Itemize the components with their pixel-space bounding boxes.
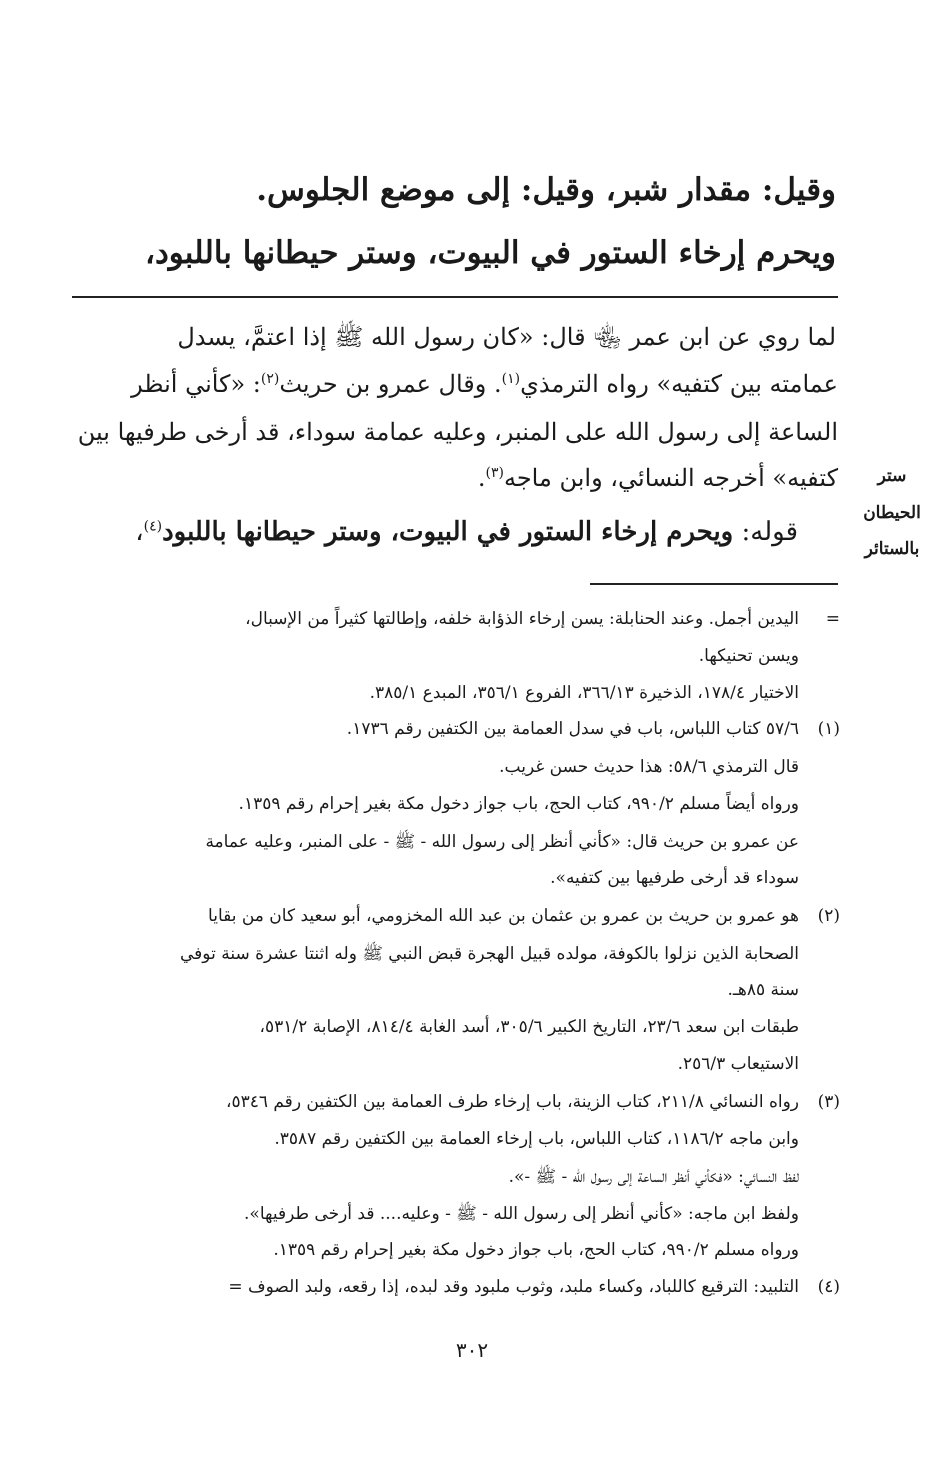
footnote-1-line-2: قال الترمذي ٥٨/٦: هذا حديث حسن غريب. xyxy=(499,757,799,777)
footnote-3-line-4: ولفظ ابن ماجه: «كأني أنظر إلى رسول الله - ﷺ - وعليه.... قد أرخى طرفيها». xyxy=(244,1204,799,1224)
sharh-line-4-a: كتفيه» أخرجه النسائي، وابن ماجه xyxy=(503,464,838,492)
footnote-2-number: (٢) xyxy=(817,906,840,926)
footnote-1-line-5: سوداء قد أرخى طرفيها بين كتفيه». xyxy=(550,868,799,888)
sharh-line-4-b: . xyxy=(477,464,486,492)
footnote-3-line-3: لفظ النسائي: «فكأني أنظر الساعة إلى رسول الله - ﷺ -». xyxy=(508,1167,799,1187)
matn-line-2: ويحرم إرخاء الستور في البيوت، وستر حيطانها باللبود، xyxy=(144,235,836,271)
footnote-ref-2[interactable]: (٢) xyxy=(260,371,280,387)
footnote-1-line-4: عن عمرو بن حريث قال: «كأني أنظر إلى رسول الله - ﷺ - على المنبر، وعليه عمامة xyxy=(205,832,799,852)
sharh-line-2-a: عمامته بين كتفيه» رواه الترمذي xyxy=(520,370,838,398)
footnote-3-number: (٣) xyxy=(817,1092,840,1112)
footnote-2-line-1: هو عمرو بن حريث بن عمرو بن عثمان بن عبد الله المخزومي، أبو سعيد كان من بقايا xyxy=(208,906,799,926)
footnote-3-line-1: رواه النسائي ٢١١/٨، كتاب الزينة، باب إرخاء طرف العمامة بين الكتفين رقم ٥٣٤٦، xyxy=(225,1092,799,1112)
sharh-line-2 xyxy=(131,370,838,398)
footnote-cont-line-1: اليدين أجمل. وعند الحنابلة: يسن إرخاء الذؤابة خلفه، وإطالتها كثيراً من الإسبال، xyxy=(245,609,799,629)
footnote-ref-1[interactable]: (١) xyxy=(501,371,521,387)
margin-heading-line-2: الحيطان xyxy=(863,503,921,523)
margin-heading-line-1: ستر xyxy=(877,466,907,486)
margin-heading-line-3: بالستائر xyxy=(864,539,920,559)
footnote-separator-rule xyxy=(590,583,838,585)
sharh-line-4 xyxy=(478,464,838,492)
footnote-1-line-3: ورواه أيضاً مسلم ٩٩٠/٢، كتاب الحج، باب جواز دخول مكة بغير إحرام رقم ١٣٥٩. xyxy=(238,794,799,814)
footnote-3-line-5: ورواه مسلم ٩٩٠/٢، كتاب الحج، باب جواز دخول مكة بغير إحرام رقم ١٣٥٩. xyxy=(273,1240,799,1260)
sharh-line-1: لما روي عن ابن عمر ﵄ قال: «كان رسول الله ﷺ إذا اعتمَّ، يسدل xyxy=(177,323,836,351)
footnote-2-line-2: الصحابة الذين نزلوا بالكوفة، مولده قبيل الهجرة قبض النبي ﷺ وله اثنتا عشرة سنة توفي xyxy=(180,944,799,964)
footnote-4-number: (٤) xyxy=(817,1277,840,1297)
footnote-cont-line-3: الاختيار ١٧٨/٤، الذخيرة ٣٦٦/١٣، الفروع ٣٥٦/١، المبدع ٣٨٥/١. xyxy=(369,683,799,703)
qawl-suffix: ، xyxy=(135,517,144,547)
footnote-4-line-1: التلبيد: الترقيع كاللباد، وكساء ملبد، وثوب ملبود وقد لبده، إذا رقعه، ولبد الصوف = xyxy=(228,1277,799,1297)
sharh-line-2-b: . وقال عمرو بن حريث xyxy=(279,370,502,398)
sharh-line-2-c: : «كأني أنظر xyxy=(131,370,261,398)
footnote-cont-line-2: ويسن تحنيكها. xyxy=(698,646,799,666)
footnote-3-line-2: وابن ماجه ١١٨٦/٢، كتاب اللباس، باب إرخاء العمامة بين الكتفين رقم ٣٥٨٧. xyxy=(274,1129,799,1149)
page-number: ٣٠٢ xyxy=(455,1338,489,1362)
sharh-line-3: الساعة إلى رسول الله على المنبر، وعليه عمامة سوداء، قد أرخى طرفيها بين xyxy=(77,418,838,446)
footnote-1-line-1: ٥٧/٦ كتاب اللباس، باب في سدل العمامة بين الكتفين رقم ١٧٣٦. xyxy=(346,719,799,739)
footnote-2-line-3: سنة ٨٥هـ. xyxy=(727,980,799,1000)
qawl-prefix: قوله: xyxy=(733,517,798,547)
footnote-1-number: (١) xyxy=(817,719,840,739)
matn-line-1: وقيل: مقدار شبر، وقيل: إلى موضع الجلوس. xyxy=(256,172,836,208)
footnote-2-line-4: طبقات ابن سعد ٢٣/٦، التاريخ الكبير ٣٠٥/٦، أسد الغابة ٨١٤/٤، الإصابة ٥٣١/٢، xyxy=(259,1017,799,1037)
qawl-quoted-matn: ويحرم إرخاء الستور في البيوت، وستر حيطانها باللبود xyxy=(162,517,734,547)
matn-separator-rule xyxy=(72,296,838,298)
qawl-line xyxy=(135,517,798,547)
footnote-continuation-marker: = xyxy=(825,609,840,629)
footnote-ref-4[interactable]: (٤) xyxy=(143,518,163,535)
footnote-ref-3[interactable]: (٣) xyxy=(485,465,504,481)
footnote-2-line-5: الاستيعاب ٢٥٦/٣. xyxy=(677,1054,799,1074)
